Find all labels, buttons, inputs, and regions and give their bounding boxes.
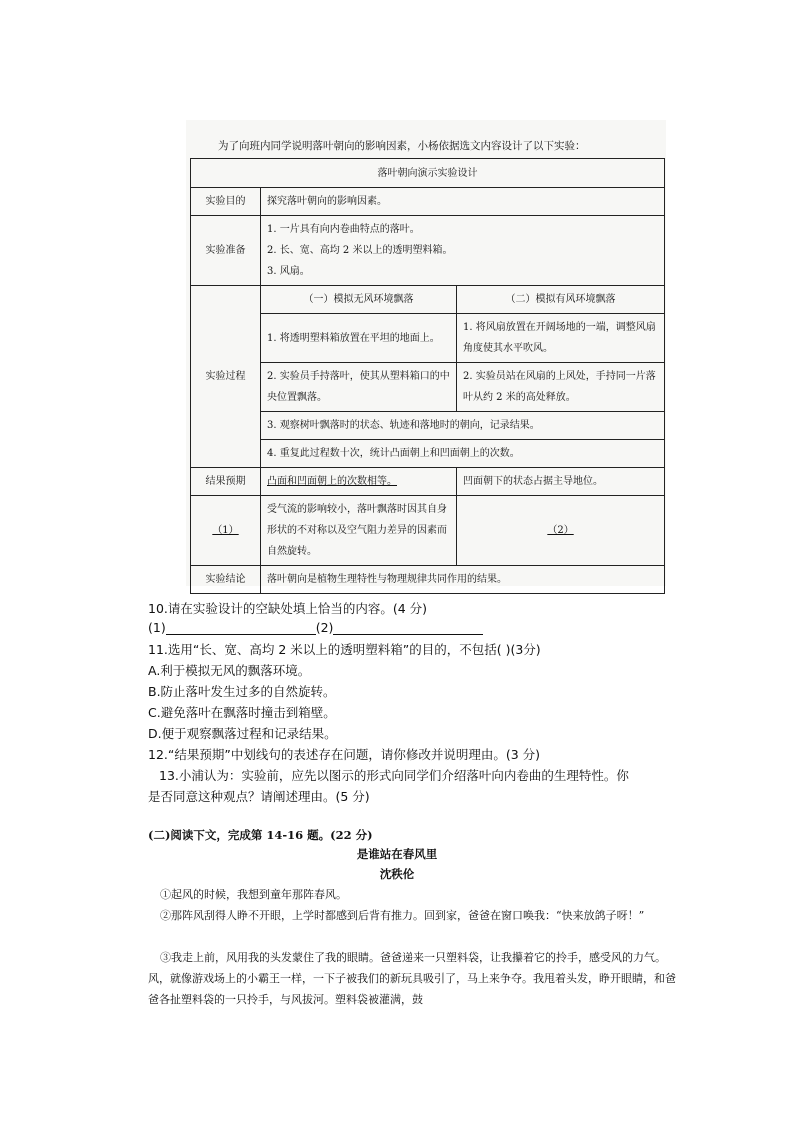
purpose-label: 实验目的 [191, 188, 261, 216]
option-d: D.便于观察飘落过程和记录结果。 [148, 726, 337, 741]
prep-item: 3. 风扇。 [267, 266, 310, 277]
paragraph-1: ①起风的时候，我想到童年那阵春风。 [160, 888, 347, 901]
article-title: 是谁站在春风里 [356, 847, 438, 861]
analysis-no-wind: 受气流的影响较小，落叶飘落时因其自身形状的不对称以及空气阻力差异的因素而自然旋转。 [261, 496, 457, 566]
table-title: 落叶朝向演示实验设计 [191, 159, 665, 188]
prep-item: 1. 一片具有向内卷曲特点的落叶。 [267, 224, 420, 235]
no-wind-header: （一）模拟无风环境飘落 [261, 286, 457, 314]
intro-text: 为了向班内同学说明落叶朝向的影响因素，小杨依据选文内容设计了以下实验： [218, 140, 586, 152]
paragraph-2: ②那阵风刮得人睁不开眼，上学时都感到后背有推力。回到家，爸爸在窗口唤我：“快来放鸽子呀！” [160, 909, 645, 922]
answer-blank-1[interactable] [166, 621, 316, 635]
step2-wind: 2. 实验员站在风扇的上风处，手持同一片落叶从约 2 米的高处释放。 [457, 363, 665, 412]
blank-label-2: (2) [315, 620, 334, 635]
step1-no-wind: 1. 将透明塑料箱放置在平坦的地面上。 [261, 314, 457, 363]
wind-header: （二）模拟有风环境飘落 [457, 286, 665, 314]
paragraph-3: ③我走上前，风用我的头发蒙住了我的眼睛。爸爸递来一只塑料袋，让我攥着它的拎手，感受风的力气。风，就像游戏场上的小霸王一样，一下子被我们的新玩具吸引了，马上来争夺。我甩着头发，睁开眼睛，和爸爸各扯塑料袋的一只拎手，与风拔河。塑料袋被灌满，鼓 [148, 951, 676, 1006]
experiment-table [190, 158, 665, 594]
expect-no-wind: 凸面和凹面朝上的次数相等。 [261, 468, 457, 496]
expect-label: 结果预期 [191, 468, 261, 496]
option-a: A.利于模拟无风的飘落环境。 [148, 663, 311, 678]
question-11: 11.选用“长、宽、高均 2 米以上的透明塑料箱”的目的，不包括( )(3分) [148, 642, 541, 657]
step1-wind: 1. 将风扇放置在开阔场地的一端，调整风扇角度使其水平吹风。 [457, 314, 665, 363]
prep-label: 实验准备 [191, 216, 261, 286]
scanned-experiment-figure [186, 120, 666, 586]
expect-wind: 凹面朝下的状态占据主导地位。 [457, 468, 665, 496]
article-author: 沈秩伦 [379, 867, 415, 881]
prep-list [261, 216, 665, 286]
conclusion-label: 实验结论 [191, 566, 261, 594]
blank-1: （1） [191, 496, 261, 566]
option-b: B.防止落叶发生过多的自然旋转。 [148, 684, 336, 699]
option-c: C.避免落叶在飘落时撞击到箱壁。 [148, 705, 336, 720]
blank-label-1: (1) [148, 620, 166, 635]
step2-no-wind: 2. 实验员手持落叶，使其从塑料箱口的中央位置飘落。 [261, 363, 457, 412]
process-label: 实验过程 [191, 286, 261, 468]
answer-blank-2[interactable] [333, 621, 483, 635]
step4: 4. 重复此过程数十次，统计凸面朝上和凹面朝上的次数。 [261, 440, 665, 468]
section-heading: (二)阅读下文，完成第 14-16 题。(22 分) [148, 828, 373, 842]
purpose-text: 探究落叶朝向的影响因素。 [261, 188, 665, 216]
question-12: 12.“结果预期”中划线句的表述存在问题，请你修改并说明理由。(3 分) [148, 747, 541, 762]
prep-item: 2. 长、宽、高均 2 米以上的透明塑料箱。 [267, 245, 453, 256]
question-10: 10.请在实验设计的空缺处填上恰当的内容。(4 分) [148, 601, 428, 616]
conclusion-text: 落叶朝向是植物生理特性与物理规律共同作用的结果。 [261, 566, 665, 594]
question-13-line2: 是否同意这种观点？请阐述理由。(5 分) [148, 789, 370, 804]
question-10-blanks [148, 620, 483, 635]
step3: 3. 观察树叶飘落时的状态、轨迹和落地时的朝向，记录结果。 [261, 412, 665, 440]
question-13-line1: 13.小浦认为：实验前，应先以图示的形式向同学们介绍落叶向内卷曲的生理特性。你 [159, 768, 629, 783]
blank-2: （2） [457, 496, 665, 566]
